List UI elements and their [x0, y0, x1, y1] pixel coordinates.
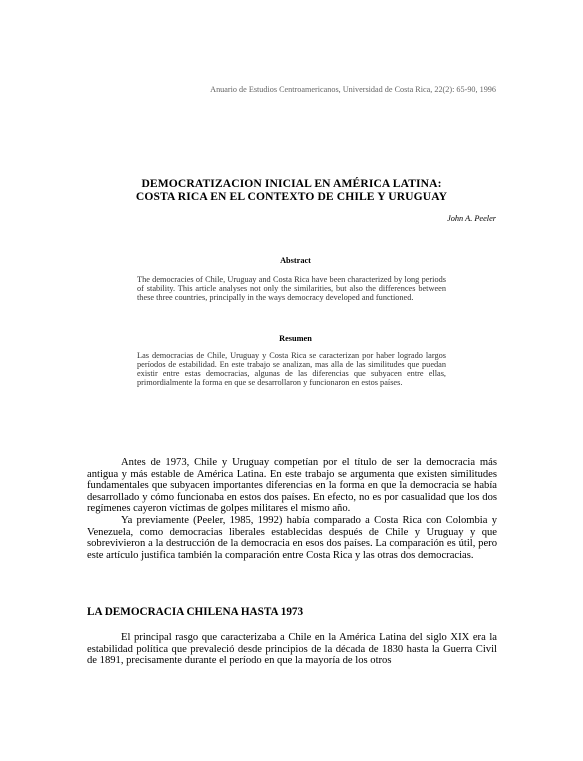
resumen-text: Las democracias de Chile, Uruguay y Costa Rica se caracterizan por haber logrado largos períodos de estabilidad. En este trabajo se analizan, mas alla de las similitudes que puedan existir entre estas democracias, algunas de las diferencias que subyacen entre ellas, primordialmente la forma en que se desarrollaron y funcionaron en estos países.: [137, 351, 446, 387]
abstract-heading: Abstract: [280, 256, 311, 265]
body-paragraph-1: Antes de 1973, Chile y Uruguay competían por el título de ser la democracia más antigua y más estable de América Latina. En este trabajo se argumenta que existen similitudes fundamentales que subyacen importantes diferencias en la forma en que la democracia se había desarrollado y cómo funcionaba en estos dos países. En efecto, no es por casualidad que los dos regímenes cayeron víctimas de golpes militares el mismo año.: [87, 457, 497, 515]
journal-reference: Anuario de Estudios Centroamericanos, Universidad de Costa Rica, 22(2): 65-90, 1996: [210, 85, 496, 94]
chile-section: [87, 632, 497, 667]
section-heading: LA DEMOCRACIA CHILENA HASTA 1973: [87, 606, 304, 618]
abstract-text: The democracies of Chile, Uruguay and Costa Rica have been characterized by long periods of stability. This article analyses not only the similarities, but also the differences between these three countries, principally in the ways democracy developed and functioned.: [137, 275, 446, 302]
article-title-line-1: DEMOCRATIZACION INICIAL EN AMÉRICA LATINA:: [141, 177, 442, 190]
body-paragraph-2: Ya previamente (Peeler, 1985, 1992) había comparado a Costa Rica con Colombia y Venezuela, como democracias liberales establecidas después de Chile y Uruguay y que sobrevivieron a la destrucción de la democracia en esos dos países. La comparación es útil, pero este artículo justifica también la comparación entre Costa Rica y las otras dos democracias.: [87, 514, 497, 561]
intro-section: [87, 457, 497, 561]
author-name: John A. Peeler: [447, 214, 496, 223]
resumen-heading: Resumen: [279, 334, 312, 343]
article-title: [0, 177, 583, 203]
body-paragraph-3: El principal rasgo que caracterizaba a Chile en la América Latina del siglo XIX era la estabilidad política que prevaleció desde principios de la década de 1830 hasta la Guerra Civil de 1891, precisamente durante el período en que la mayoría de los otros: [87, 632, 497, 667]
article-title-line-2: COSTA RICA EN EL CONTEXTO DE CHILE Y URUGUAY: [135, 190, 448, 203]
